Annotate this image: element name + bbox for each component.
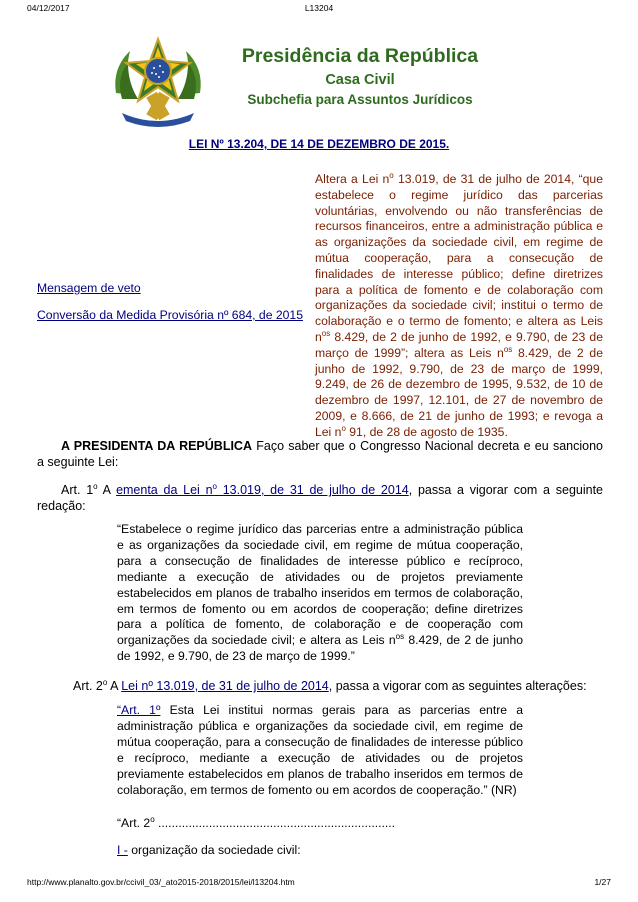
preamble-bold: A PRESIDENTA DA REPÚBLICA — [61, 439, 252, 453]
veto-message-link[interactable]: Mensagem de veto — [37, 281, 141, 295]
coat-of-arms-logo — [108, 33, 208, 133]
masthead-department: Subchefia para Assuntos Jurídicos — [247, 92, 473, 107]
inciso-1-link[interactable]: I - — [117, 843, 128, 857]
article-2: Art. 2$^o$ A Lei nº 13.019, de 31 de julho de 2014, passa a vigorar com as seguintes alterações: — [73, 677, 587, 693]
masthead-subtitle: Casa Civil — [325, 72, 395, 88]
preamble: A PRESIDENTA DA REPÚBLICA Faço saber que o Congresso Nacional decreta e eu sanciono a seguinte Lei: — [37, 439, 603, 469]
law-title — [0, 137, 638, 151]
law-ementa: Altera a Lei $n^o$ 13.019, de 31 de julho de 2014, “que estabelece o regime jurídico das parcerias voluntárias, envolvendo ou não transferências de recursos financeiros, entre a administração pública e as organizações da sociedade civil, em regime de mútua cooperação, para a consecução de finalidades de interesse público; define diretrizes para a política de fomento e de colaboração com organizações da sociedade civil; institui o termo de colaboração e o termo de fomento; e altera as Leis $n^{os}$ 8.429, de 2 de junho de 1992, e 9.790, de 23 de março de 1999”; altera as Leis $n^{os}$ 8.429, de 2 de junho de 1992, 9.790, de 23 de março de 1999, 9.249, de 26 de dezembro de 1995, 9.532, de 10 de dezembro de 1997, 12.101, de 27 de novembro de 2009, e 8.666, de 21 de junho de 1993; e revoga a Lei $n^o$ 91, de 28 de agosto de 1935. — [315, 170, 603, 439]
article-2-quote-art2: “Art. 2$^o$ ...................................................................... — [117, 814, 396, 830]
print-date: 04/12/2017 — [27, 3, 70, 13]
article-1-quote: “Estabelece o regime jurídico das parcerias entre a administração pública e as organizações da sociedade civil, em regime de mútua cooperação, para a consecução de finalidades de interesse público e recíproco, mediante a execução de atividades ou de projetos previamente estabelecidos em planos de trabalho inseridos em termos de colaboração, em termos de fomento ou em acordos de cooperação; define diretrizes para a política de fomento, de colaboração e de cooperação com organizações da sociedade civil; e altera as Leis $n^{os}$ 8.429, de 2 de junho de 1992, e 9.790, de 23 de março de 1999.” — [117, 522, 523, 664]
print-doc-id: L13204 — [304, 3, 334, 13]
law-title-link[interactable]: LEI Nº 13.204, DE 14 DE DEZEMBRO DE 2015. — [188, 137, 450, 151]
provisional-measure-link[interactable]: Conversão da Medida Provisória nº 684, de 2015 — [37, 308, 303, 322]
article-1-ementa-link[interactable]: ementa da Lei n$^o$ 13.019, de 31 de julho de 2014 — [116, 481, 409, 497]
article-1: Art. 1$^o$ A ementa da Lei n$^o$ 13.019, de 31 de julho de 2014, passa a vigorar com a seguinte redação: — [37, 481, 604, 513]
article-2-quote-art1: “Art. 1º Esta Lei institui normas gerais para as parcerias entre a administração pública e organizações da sociedade civil, em regime de mútua cooperação, para a consecução de finalidades de interesse público e recíproco, mediante a execução de atividades ou de projetos previamente estabelecidos em planos de trabalho inseridos em termos de colaboração, em termos de fomento ou em acordos de cooperação.” (NR) — [117, 703, 523, 797]
article-2-law-link[interactable]: Lei nº 13.019, de 31 de julho de 2014 — [121, 679, 329, 693]
inciso-1: I - organização da sociedade civil: — [117, 843, 301, 857]
masthead — [215, 44, 505, 109]
art-1-link[interactable]: “Art. 1º — [117, 703, 161, 717]
print-page-number: 1/27 — [594, 877, 611, 887]
masthead-title: Presidência da República — [241, 45, 479, 67]
print-url: http://www.planalto.gov.br/ccivil_03/_ato2015-2018/2015/lei/l13204.htm — [27, 877, 295, 887]
